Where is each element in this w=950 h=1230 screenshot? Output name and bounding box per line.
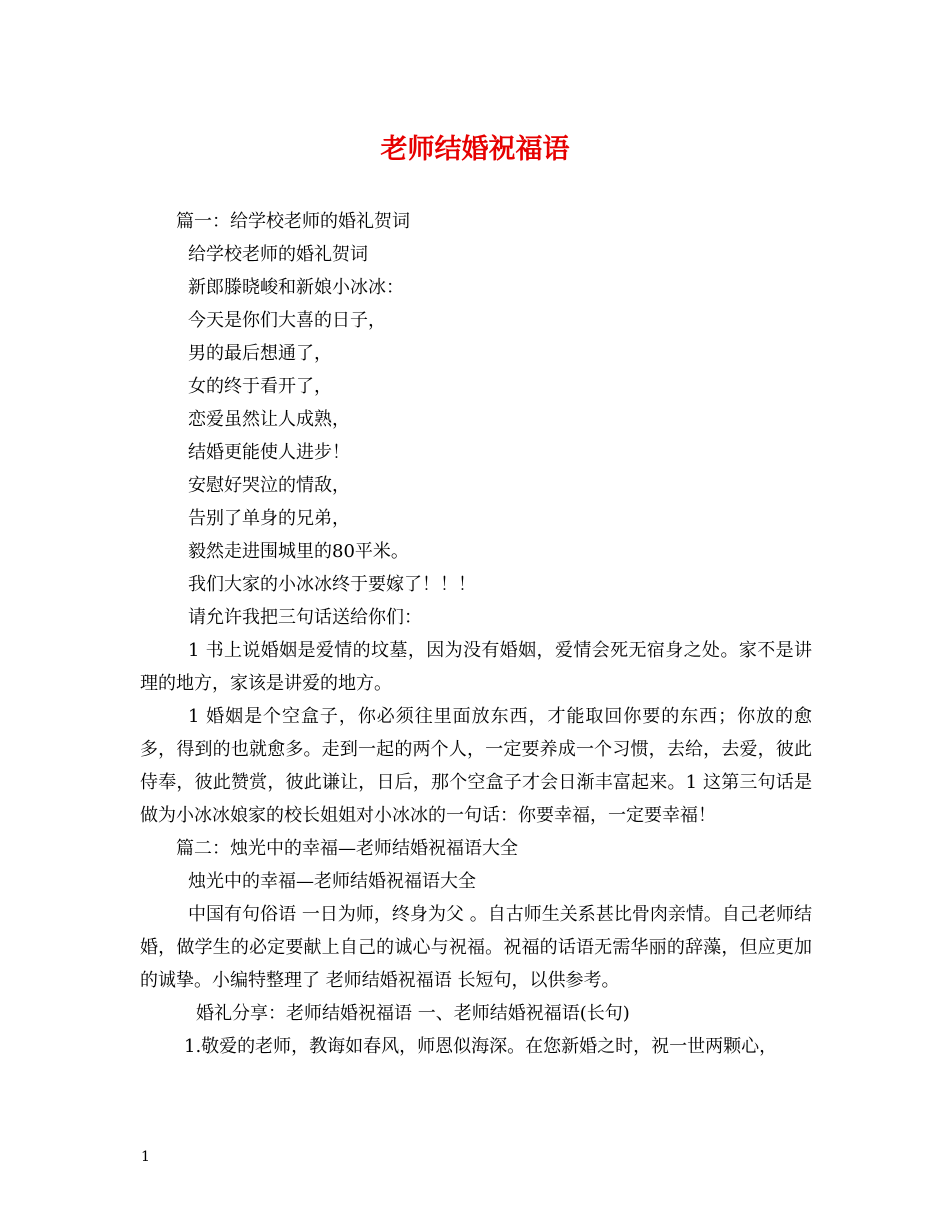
paragraph: 中国有句俗语 一日为师，终身为父 。自古师生关系甚比骨肉亲情。自己老师结婚，做学生的必定要献上自己的诚心与祝福。祝福的话语无需华丽的辞藻，但应更加的诚挚。小编特整理了 老师结婚祝福语 长短句，以供参考。 [140,904,812,991]
paragraph: 1 婚姻是个空盒子，你必须往里面放东西，才能取回你要的东西；你放的愈多，得到的也就愈多。走到一起的两个人，一定要养成一个习惯，去给，去爱，彼此侍奉，彼此赞赏，彼此谦让，日后，那个空盒子才会日渐丰富起来。1 这第三句话是做为小冰冰娘家的校长姐姐对小冰冰的一句话：你要幸福，一定要幸福！ [140,706,812,826]
paragraph: 篇二：烛光中的幸福—老师结婚祝福语大全 [176,838,518,859]
paragraph: 毅然走进围城里的80平米。 [188,541,409,562]
paragraph: 告别了单身的兄弟， [188,508,350,529]
paragraph: 给学校老师的婚礼贺词 [188,244,368,265]
paragraph: 安慰好哭泣的情敌， [188,475,350,496]
page-number: 1 [141,1149,150,1165]
paragraph: 婚礼分享：老师结婚祝福语 一、老师结婚祝福语(长句) [196,1003,630,1024]
paragraph: 烛光中的幸福—老师结婚祝福语大全 [188,871,476,892]
paragraph: 1 书上说婚姻是爱情的坟墓，因为没有婚姻，爱情会死无宿身之处。家不是讲理的地方，家该是讲爱的地方。 [140,640,812,694]
paragraph: 1.敬爱的老师，教诲如春风，师恩似海深。在您新婚之时，祝一世两颗心， [184,1036,778,1057]
paragraph: 今天是你们大喜的日子， [188,310,386,331]
paragraph: 结婚更能使人进步！ [188,442,350,463]
paragraph: 新郎滕晓峻和新娘小冰冰： [188,277,404,298]
paragraph: 我们大家的小冰冰终于要嫁了！！！ [188,574,476,595]
paragraph: 恋爱虽然让人成熟， [188,409,350,430]
paragraph: 篇一：给学校老师的婚礼贺词 [176,211,410,232]
document-title: 老师结婚祝福语 [380,134,570,165]
paragraph: 男的最后想通了， [188,343,332,364]
document-body [140,205,812,1063]
paragraph: 女的终于看开了， [188,376,332,397]
paragraph: 请允许我把三句话送给你们： [188,607,422,628]
